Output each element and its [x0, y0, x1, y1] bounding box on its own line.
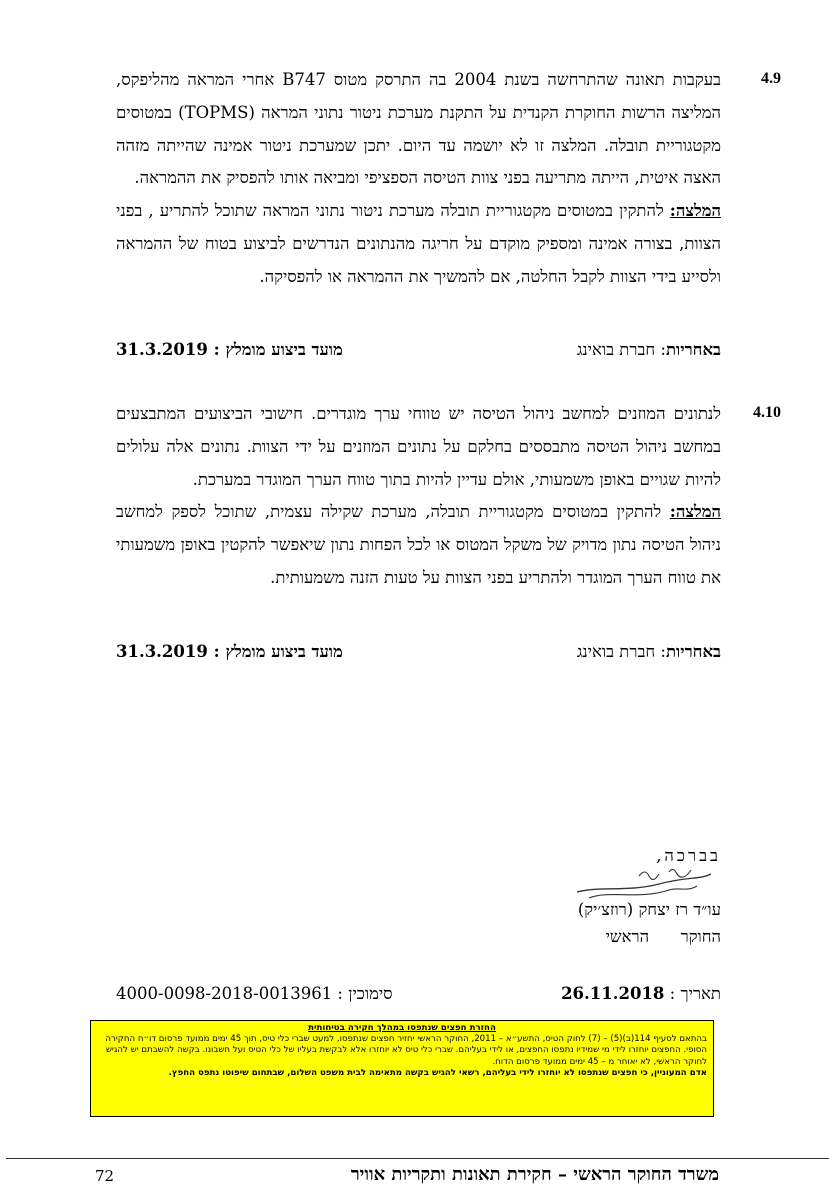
footer-title: משרד החוקר הראשי – חקירת תאונות ותקריות אוויר — [350, 1164, 719, 1185]
page-number: 72 — [95, 1167, 115, 1185]
due-date-separator: : — [207, 340, 226, 359]
reference-label: סימוכין — [348, 984, 393, 1003]
signer-title: החוקר הראשי — [605, 927, 721, 946]
seized-items-notice — [90, 1020, 714, 1117]
due-date-value: 31.3.2019 — [116, 340, 208, 359]
notice-body: בהתאם לסעיף 114(ב)(5) – (7) לחוק הטיס, התשע״א – 2011, החוקר הראשי יחזיר חפצים שנתפסו, למעט שברי כלי טיס, תוך 45 ימים ממועד פרסום דו״ח החקירה הסופי. החפצים יוחזרו לידי מי שמידיו נתפסו החפצים, או לידי בעליהם. שברי כלי טיס לא יוחזרו אלא לבקשת בעליו של כלי הטיס ועל חשבונו. בקשה להשבתם יש להגיש לחוקר הראשי, לא יאוחר מ – 45 ימים ממועד פרסום הדוח. — [105, 1034, 707, 1067]
responsibility-row — [116, 340, 721, 364]
section-number: 4.10 — [753, 404, 781, 421]
finding-text: בעקבות תאונה שהתרחשה בשנת 2004 בה התרסק מטוס B747 אחרי המראה מהליפקס, המליצה הרשות החוקרת הקנדית על התקנת מערכת ניטור נתוני המראה (TOPMS) במטוסים מקטגוריית תובלה. המלצה זו לא יושמה עד היום. יתכן שמערכת ניטור אמינה שהייתה מזהה האצה איטית, הייתה מתריעה בפני צוות הטיסה הספציפי ומביאה אותו להפסיק את ההמראה. — [116, 70, 722, 188]
due-date-value: 31.3.2019 — [116, 642, 208, 661]
responsibility-separator: : — [655, 642, 666, 661]
reference-row: תאריך : 26.11.2018 סימוכין : 4000-0098-2018-0013961 — [116, 984, 721, 1003]
responsibility-row — [116, 642, 721, 666]
due-date-separator: : — [207, 642, 226, 661]
notice-bold-text: אדם המעוניין, כי חפצים שנתפסו לא יוחזרו לידי בעליהם, רשאי להגיש בקשה מתאימה לבית משפט השלום, שבתחום שיפוטו נתפס החפץ. — [168, 1067, 707, 1078]
date-value: 26.11.2018 — [561, 984, 665, 1003]
finding-paragraph — [116, 64, 721, 294]
reference-value: 4000-0098-2018-0013961 — [116, 984, 333, 1003]
responsibility-label: באחריות — [665, 642, 721, 661]
recommendation-label: המלצה: — [669, 201, 721, 221]
greeting: בברכה, — [656, 846, 721, 865]
recommendation-text: להתקין במטוסים מקטגוריית תובלה מערכת ניטור נתוני המראה שתוכל להתריע , בפני הצוות, בצורה אמינה ומספיק מוקדם על חריגה מהנתונים הנדרשים לביצוע בטוח של ההמראה ולסייע בידי הצוות לקבל החלטה, אם להמשיך את ההמראה או להפסיקה. — [116, 201, 721, 286]
responsibility-separator: : — [655, 340, 666, 359]
recommendation-text: להתקין במטוסים מקטגוריית תובלה, מערכת שקילה עצמית, שתוכל לספק למחשב ניהול הטיסה נתון מדויק של משקל המטוס או לכל הפחות נתון שיאפשר להקטין באופן משמעותי את טווח הערך המוגדר ולהתריע בפני הצוות על טעות הזנה משמעותית. — [116, 502, 721, 587]
finding-text: לנתונים המוזנים למחשב ניהול הטיסה יש טווחי ערך מוגדרים. חישובי הביצועים המתבצעים במחשב ניהול הטיסה מתבססים בחלקם על נתונים המוזנים על ידי הצוות. נתונים אלה עלולים להיות שגויים באופן משמעותי, אולם עדיין להיות בתוך טווח הערך המוגדר במערכת. — [116, 404, 721, 489]
footer-divider — [6, 1158, 829, 1159]
responsibility-label: באחריות — [665, 340, 721, 359]
responsibility-value: חברת בואינג — [576, 642, 656, 661]
responsibility-value: חברת בואינג — [576, 340, 656, 359]
signer-name: עו״ד רז יצחק (רוזצ׳יק) — [577, 900, 721, 919]
finding-paragraph — [116, 398, 721, 595]
due-date-label: מועד ביצוע מומלץ — [225, 642, 343, 661]
handwritten-signature — [569, 862, 719, 912]
date-label: תאריך — [680, 984, 721, 1003]
section-number: 4.9 — [761, 70, 781, 87]
notice-title: החזרת חפצים שנתפסו במהלך חקירה בטיחותית — [308, 1023, 496, 1033]
due-date-label: מועד ביצוע מומלץ — [225, 340, 343, 359]
recommendation-label: המלצה: — [669, 502, 721, 522]
